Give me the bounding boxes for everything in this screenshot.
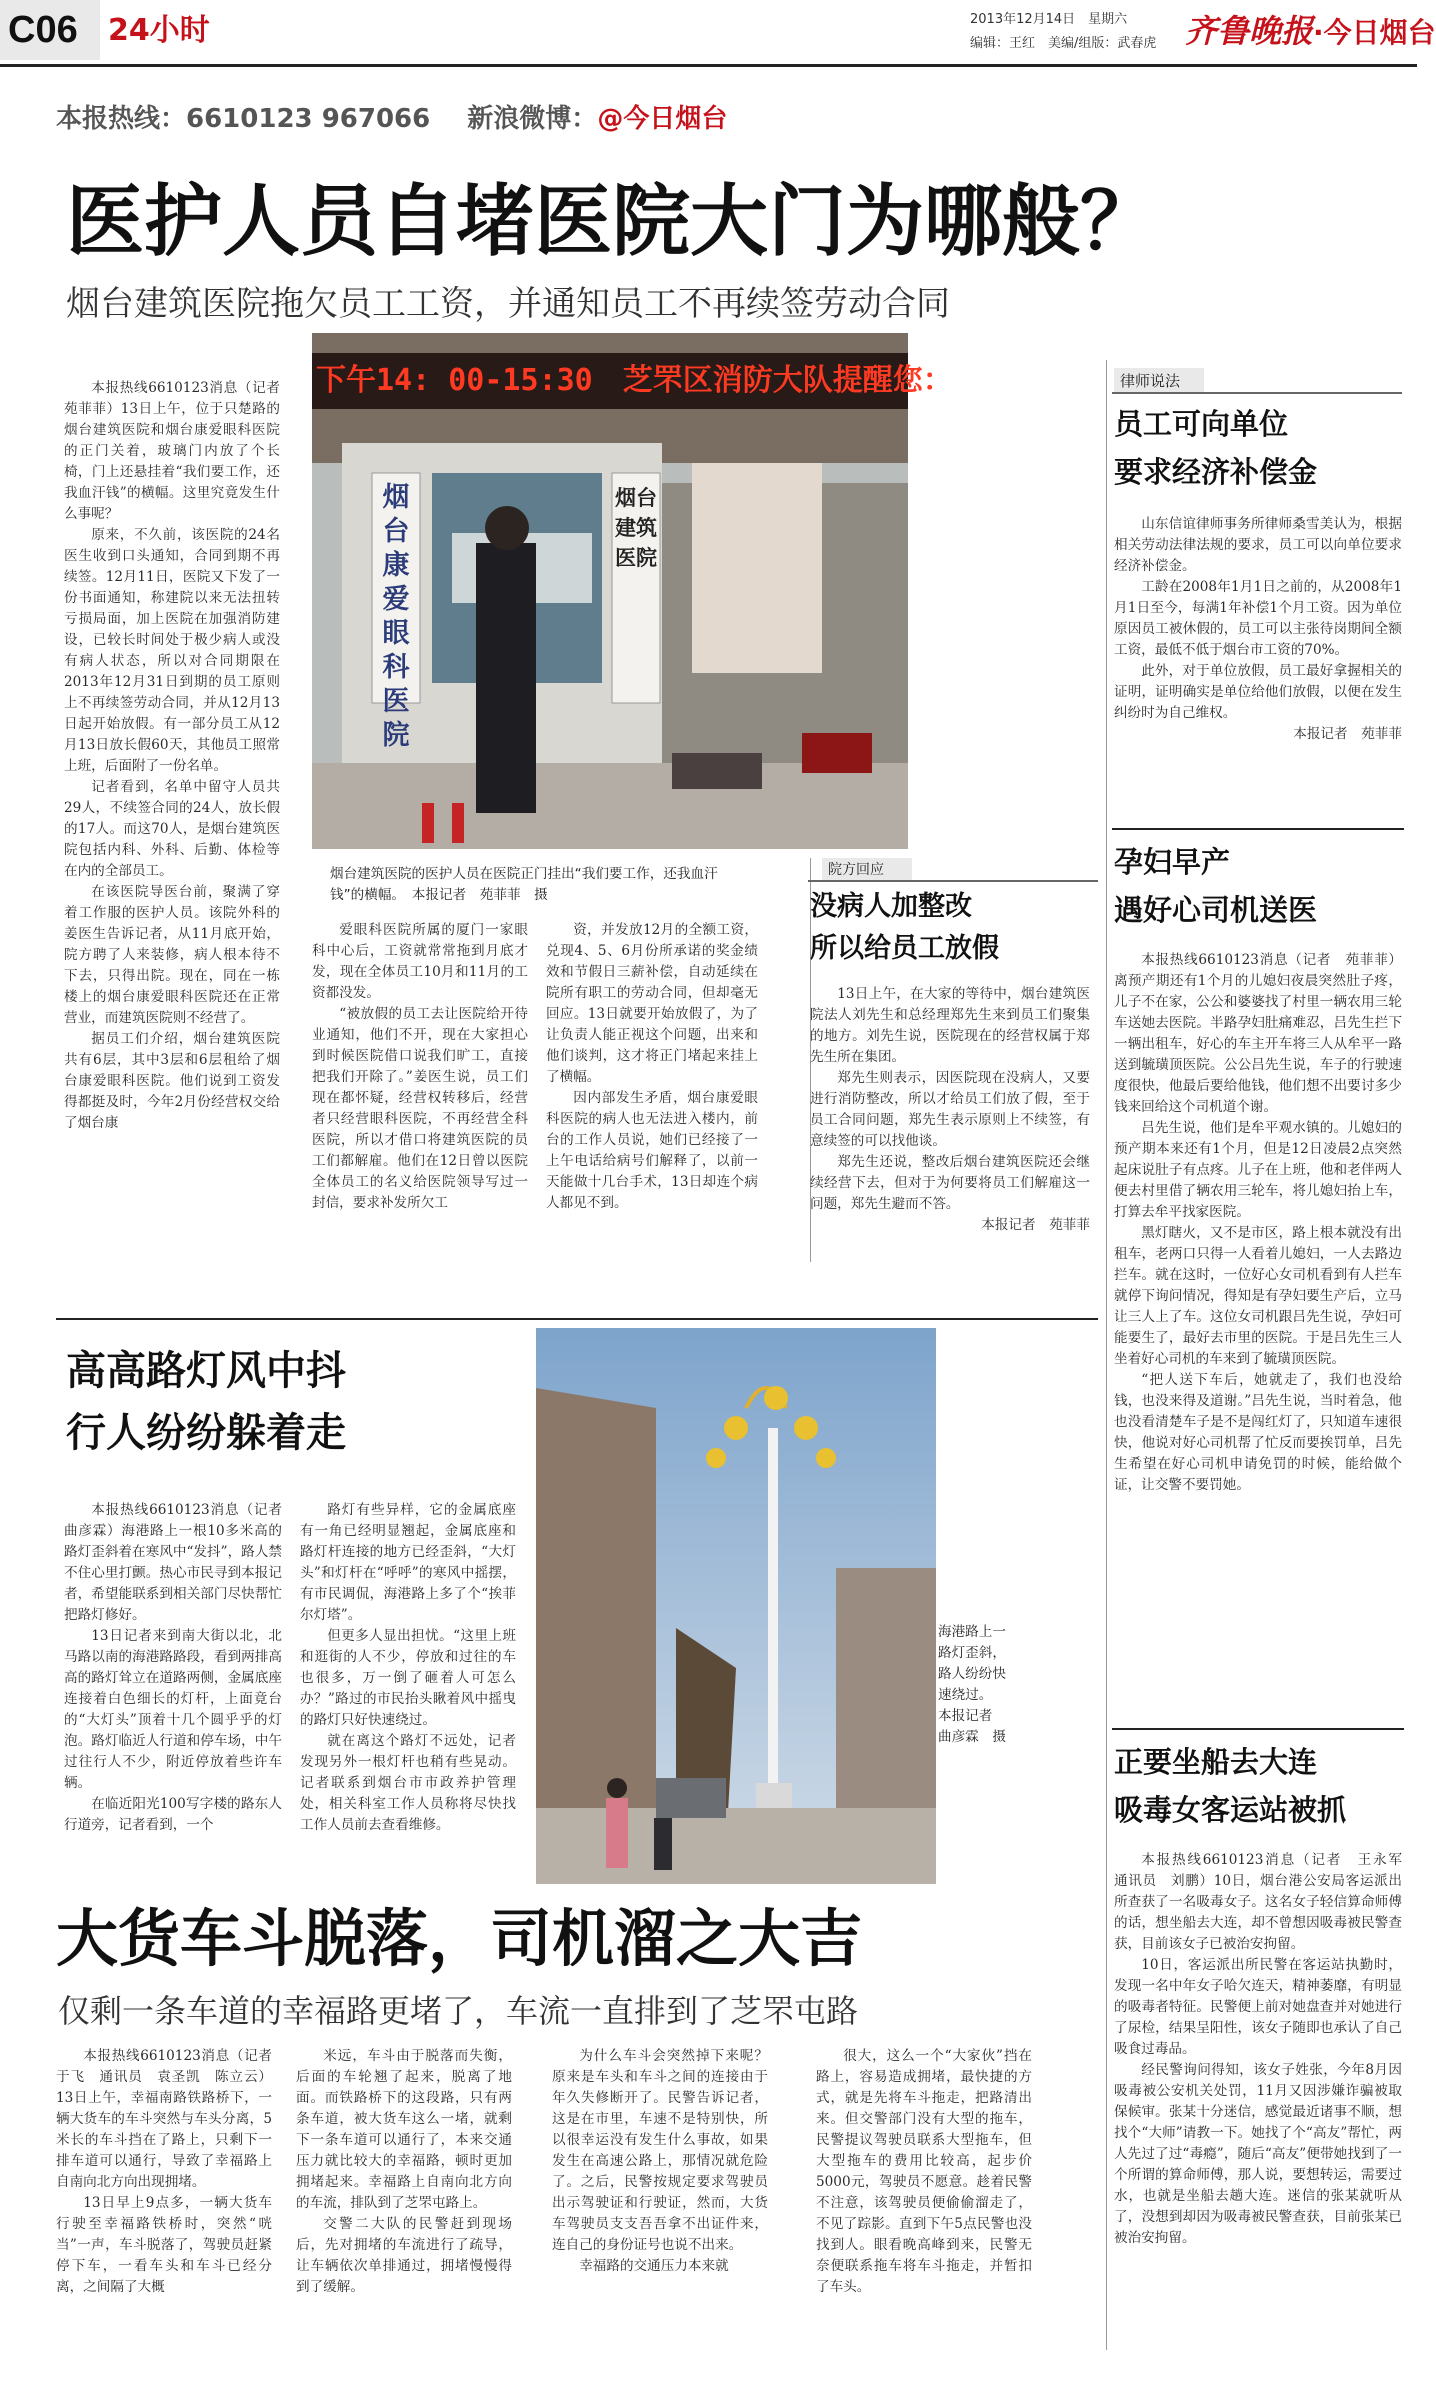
- reply-tag: 院方回应: [822, 858, 912, 882]
- paragraph: 本报热线6610123消息（记者 曲彦霖）海港路上一根10多米高的路灯歪斜着在寒风中“发抖”，路人禁不住心里打颤。热心市民寻到本报记者，希望能联系到相关部门尽快帮忙把路灯修好。: [64, 1502, 296, 1623]
- right-col-divider: [1106, 360, 1107, 2350]
- reply-body: [810, 984, 1090, 1274]
- reply-title: [810, 886, 1090, 976]
- pregnant-title-line1: 孕妇早产: [1114, 845, 1231, 879]
- story1-title: 医护人员自堵医院大门为哪般？: [66, 176, 1159, 267]
- weibo-handle: @今日烟台: [597, 104, 728, 134]
- lamp-rule: [56, 1318, 1098, 1320]
- paragraph: 本报热线6610123消息（记者 苑菲菲）13日上午，位于只楚路的烟台建筑医院和烟台康爱眼科医院的正门关着，玻璃门内放了个长椅，门上还悬挂着“我们要工作，还我血汗钱”的横幅。这里究竟发生什么事呢？: [64, 380, 294, 522]
- paragraph: 13日上午，在大家的等待中，烟台建筑医院法人刘先生和总经理郑先生来到员工们聚集的地方。刘先生说，医院现在的经营权属于郑先生所在集团。: [810, 986, 1090, 1065]
- drug-title-line2: 吸毒女客运站被抓: [1114, 1793, 1347, 1827]
- pregnant-body: [1114, 950, 1402, 1730]
- paragraph: 幸福路的交通压力本来就: [579, 2258, 729, 2274]
- section-label: 24小时: [108, 13, 210, 48]
- paragraph: 本报热线6610123消息（记者 王永军 通讯员 刘鹏）10日，烟台港公安局客运派出所查获了一名吸毒女子。这名女子轻信算命师傅的话，想坐船去大连，却不曾想因吸毒被民警查获，目前该女子已被治安拘留。: [1114, 1852, 1416, 1952]
- edition-name: 今日烟台: [1323, 16, 1436, 49]
- paper-name: 齐鲁晚报: [1185, 12, 1314, 50]
- paragraph: 就在离这个路灯不远处，记者发现另外一根灯杆也稍有些晃动。记者联系到烟台市市政养护管理处，相关科室工作人员称将尽快找工作人员前去查看维修。: [300, 1733, 516, 1833]
- paragraph: 爱眼科医院所属的厦门一家眼科中心后，工资就常常拖到月底才发，现在全体员工10月和11月的工资都没发。: [312, 922, 528, 1001]
- paragraph: 黑灯瞎火，又不是市区，路上根本就没有出租车，老两口只得一人看着儿媳妇，一人去路边拦车。就在这时，一位好心女司机看到有人拦车就停下询问情况，得知是有孕妇要生产后，立马让三人上了车。这位女司机跟吕先生说，孕妇可能要生了，最好去市里的医院。于是吕先生三人坐着好心司机的车来到了毓璜顶医院。: [1114, 1225, 1402, 1367]
- paragraph: 但更多人显出担忧。“这里上班和逛街的人不少，停放和过往的车也很多，万一倒了砸着人可怎么办？”路过的市民抬头瞅着风中摇曳的路灯只好快速绕过。: [300, 1628, 516, 1728]
- paragraph: 路灯有些异样，它的金属底座有一角已经明显翘起，金属底座和路灯杆连接的地方已经歪斜，“大灯头”和灯杆在“呼呼”的寒风中摇摆，有市民调侃，海港路上多了个“挨菲尔灯塔”。: [300, 1502, 516, 1623]
- paragraph: 10日，客运派出所民警在客运站执勤时，发现一名中年女子哈欠连天，精神萎靡，有明显的吸毒者特征。民警便上前对她盘查并对她进行了尿检，结果呈阳性，该女子随即也承认了自己吸食过毒品。: [1114, 1957, 1402, 2057]
- lamp-title-line2: 行人纷纷躲着走: [66, 1410, 346, 1456]
- led-sign-text: 下午14: 00-15:30 芝罘区消防大队提醒您：: [316, 363, 953, 398]
- paragraph: 很大，这么一个“大家伙”挡在路上，容易造成拥堵，最快捷的方式，就是先将车斗拖走，把路清出来。但交警部门没有大型的拖车，民警提议驾驶员联系大型拖车，但大型拖车的费用比较高，起步价5000元，驾驶员不愿意。趁着民警不注意，该驾驶员便偷偷溜走了，不见了踪影。直到下午5点民警也没找到人。眼看晚高峰到来，民警无奈便联系拖车将车斗拖走，并暂扣了车头。: [816, 2048, 1032, 2295]
- lamp-title-line1: 高高路灯风中抖: [66, 1348, 346, 1394]
- paragraph: 本报热线6610123消息（记者 苑菲菲）离预产期还有1个月的儿媳妇夜晨突然肚子疼，儿子不在家，公公和婆婆找了村里一辆农用三轮车送她去医院。半路孕妇肚痛难忍，吕先生拦下一辆出租车，好心的车主开车将三人从牟平一路送到毓璜顶医院。公公吕先生说，车子的行驶速度很快，他最后要给他钱，他们想不出要讨多少钱来回给这个司机道个谢。: [1114, 952, 1402, 1115]
- construction-hospital-sign: 烟台建筑医院: [615, 485, 657, 570]
- paragraph: 山东信谊律师事务所律师桑雪美认为，根据相关劳动法律法规的要求，员工可以向单位要求经济补偿金。: [1114, 516, 1402, 574]
- paragraph: 交警二大队的民警赶到现场后，先对拥堵的车流进行了疏导，让车辆依次单排通过，拥堵慢慢得到了缓解。: [296, 2216, 512, 2295]
- pregnant-rule: [1112, 828, 1404, 830]
- story1-subtitle: 烟台建筑医院拖欠员工工资，并通知员工不再续签劳动合同: [66, 284, 950, 324]
- story1-photo-caption: 烟台建筑医院的医护人员在医院正门挂出“我们要工作，还我血汗钱”的横幅。 本报记者 苑菲菲 摄: [330, 866, 718, 903]
- street-lamp-photo: [536, 1328, 936, 1884]
- paragraph: 记者看到，名单中留守人员共29人，不续签合同的24人，放长假的17人。而这70人，是烟台建筑医院包括内科、外科、后勤、体检等在内的全部员工。: [64, 779, 280, 879]
- reply-title-line2: 所以给员工放假: [810, 933, 999, 964]
- lawyer-title: [1114, 400, 1404, 500]
- pregnant-title: [1114, 838, 1404, 938]
- lamp-col1: [64, 1500, 296, 1890]
- story1-col2: [312, 920, 528, 1320]
- paragraph: 原来，不久前，该医院的24名医生收到口头通知，合同到期不再续签。12月11日，医院又下发了一份书面通知，称建院以来无法扭转亏损局面，加上医院在加强消防建设，已较长时间处于极少病人或没有病人状态，所以对合同期限在2013年12月31日到期的员工原则上不再续签劳动合同，并从12月13日起开始放假。有一部分员工从12月13日放长假60天，其他员工照常上班，后面附了一份名单。: [64, 527, 280, 774]
- paragraph: 在该医院导医台前，聚满了穿着工作服的医护人员。该院外科的姜医生告诉记者，从11月底开始，院方聘了人来装修，病人根本待不下去，只得出院。现在，同在一栋楼上的烟台康爱眼科医院还在正常营业，而建筑医院则不经营了。: [64, 884, 280, 1026]
- eye-hospital-sign: 烟台康爱眼科医院: [382, 482, 410, 751]
- paragraph: 米远，车斗由于脱落而失衡，后面的车轮翘了起来，脱离了地面。而铁路桥下的这段路，只有两条车道，被大货车这么一堵，就剩下一条车道可以通行了，本来交通压力就比较大的幸福路，顿时更加拥堵起来。幸福路上自南向北方向的车流，排队到了芝罘屯路上。: [296, 2048, 512, 2211]
- masthead: [0, 0, 1436, 68]
- lamp-col2: [300, 1500, 516, 1890]
- hotline-text: 本报热线：6610123 967066: [56, 104, 431, 134]
- paragraph: 为什么车斗会突然掉下来呢？原来是车头和车斗之间的连接由于年久失修断开了。民警告诉记者，这是在市里，车速不是特别快，所以很幸运没有发生什么事故，如果发生在高速公路上，那情况就危险了。之后，民警按规定要求驾驶员出示驾驶证和行驶证，然而，大货车驾驶员支支吾吾拿不出证件来，连自己的身份证号也说不出来。: [552, 2048, 768, 2253]
- weibo-label: 新浪微博：: [467, 104, 598, 134]
- truck-col2: [296, 2046, 512, 2371]
- paragraph: 在临近阳光100写字楼的路东人行道旁，记者看到，一个: [64, 1796, 282, 1833]
- paragraph: 郑先生则表示，因医院现在没病人，又要进行消防整改，所以才给员工们放了假，至于员工合同问题，郑先生表示原则上不续签，有意续签的可以找他谈。: [810, 1070, 1090, 1149]
- drug-body: [1114, 1850, 1416, 2362]
- paper-brand: 齐鲁晚报·今日烟台: [1185, 12, 1436, 50]
- date-line: 2013年12月14日 星期六: [970, 12, 1128, 27]
- story1-col3: [546, 920, 758, 1320]
- editors-line: 编辑：王红 美编/组版：武春虎: [970, 36, 1157, 51]
- lawyer-body: [1114, 514, 1402, 814]
- truck-col4: [816, 2046, 1032, 2371]
- paragraph: 经民警询问得知，该女子姓张，今年8月因吸毒被公安机关处罚，11月又因涉嫌诈骗被取保候审。张某十分迷信，感觉最近诸事不顺，想找个“大师”请教一下。她找了个“高友”帮忙，两人先过了过“毒瘾”，随后“高友”便带她找到了一个所谓的算命师傅，那人说，要想转运，需要过水，也就是坐船去趟大连。迷信的张某就听从了，没想到却因为吸毒被民警查获，目前张某已被治安拘留。: [1114, 2062, 1402, 2246]
- paragraph: 资，并发放12月的全额工资，兑现4、5、6月份所承诺的奖金绩效和节假日三薪补偿，自动延续在院所有职工的劳动合同，但却毫无回应。13日就要开始放假了，为了让负责人能正视这个问题，出来和他们谈判，这才将正门堵起来挂上了横幅。: [546, 922, 758, 1085]
- lawyer-tag-rule: [1112, 392, 1402, 394]
- lamp-title: [66, 1340, 566, 1470]
- paragraph: “被放假的员工去让医院给开待业通知，他们不开，现在大家担心到时候医院借口说我们旷工，直接把我们开除了。”姜医生说，员工们现在都怀疑，经营权转移后，经营者只经营眼科医院，不再经营全科医院，所以才借口将建筑医院的员工们都解雇。他们在12日曾以医院全体员工的名义给医院领导写过一封信，要求补发所欠工: [312, 1006, 528, 1211]
- hotline-bar: [56, 98, 1056, 140]
- drug-rule: [1112, 1728, 1404, 1730]
- drug-title: [1114, 1738, 1404, 1838]
- paragraph: 此外，对于单位放假，员工最好拿握相关的证明，证明确实是单位给他们放假，以便在发生纠纷时为自己维权。: [1114, 663, 1402, 721]
- truck-col1: [56, 2046, 286, 2371]
- lawyer-title-line1: 员工可向单位: [1114, 407, 1289, 441]
- page-code: C06: [8, 9, 78, 51]
- truck-col3: [552, 2046, 768, 2371]
- lawyer-tag: 律师说法: [1114, 368, 1204, 394]
- drug-title-line1: 正要坐船去大连: [1114, 1745, 1318, 1779]
- reply-byline: 本报记者 苑菲菲: [981, 1217, 1090, 1233]
- paragraph: 因内部发生矛盾，烟台康爱眼科医院的病人也无法进入楼内，前台的工作人员说，她们已经接了一上午电话给病号们解释了，以前一天能做十几台手术，13日却连个病人都见不到。: [546, 1090, 758, 1211]
- lamp-photo-caption: 海港路上一路灯歪斜，路人纷纷快速绕过。 本报记者 曲彦霖 摄: [938, 1624, 1006, 1745]
- masthead-rule: [0, 64, 1417, 67]
- lawyer-title-line2: 要求经济补偿金: [1114, 455, 1318, 489]
- hospital-photo: [312, 333, 953, 849]
- paragraph: 本报热线6610123消息（记者 于飞 通讯员 袁圣凯 陈立云）13日上午，幸福南路铁路桥下，一辆大货车的车斗突然与车头分离，5米长的车斗挡在了路上，只剩下一排车道可以通行，导致了幸福路上自南向北方向出现拥堵。: [56, 2048, 286, 2190]
- paragraph: 13日早上9点多，一辆大货车行驶至幸福路铁桥时，突然“咣当”一声，车斗脱落了，驾驶员赶紧停下车，一看车头和车斗已经分离，之间隔了大概: [56, 2195, 272, 2295]
- paragraph: 吕先生说，他们是牟平观水镇的。儿媳妇的预产期本来还有1个月，但是12日凌晨2点突然起床说肚子有点疼。儿子在上班，他和老伴两人便去村里借了辆农用三轮车，将儿媳妇抬上车，打算去牟平找家医院。: [1114, 1120, 1402, 1220]
- paragraph: 13日记者来到南大街以北，北马路以南的海港路路段，看到两排高高的路灯耸立在道路两侧，金属底座连接着白色细长的灯杆，上面竟台的“大灯头”顶着十几个圆乎乎的灯泡。路灯临近人行道和停车场，中午过往行人不少，附近停放着些许车辆。: [64, 1628, 282, 1791]
- paragraph: 工龄在2008年1月1日之前的，从2008年1月1日至今，每满1年补偿1个月工资。因为单位原因员工被休假的，员工可以主张待岗期间全额工资，最低不低于烟台市工资的70%。: [1114, 579, 1402, 658]
- reply-tag-rule: [808, 880, 1098, 882]
- truck-subtitle: 仅剩一条车道的幸福路更堵了，车流一直排到了芝罘屯路: [58, 1992, 859, 2030]
- pregnant-title-line2: 遇好心司机送医: [1114, 893, 1318, 927]
- paragraph: “把人送下车后，她就走了，我们也没给钱，也没来得及道谢。”吕先生说，当时着急，他也没看清楚车子是不是闯红灯了，只知道车速很快，他说对好心司机帮了忙反而要挨罚单，吕先生希望在好心司机申请免罚的时候，能给做个证，让交警不要罚她。: [1114, 1372, 1402, 1493]
- lawyer-byline: 本报记者 苑菲菲: [1293, 726, 1402, 742]
- paragraph: 据员工们介绍，烟台建筑医院共有6层，其中3层和6层租给了烟台康爱眼科医院。他们说到工资发得都挺及时，今年2月份经营权交给了烟台康: [64, 1031, 280, 1131]
- paragraph: 郑先生还说，整改后烟台建筑医院还会继续经营下去，但对于为何要将员工们解雇这一问题，郑先生避而不答。: [810, 1154, 1090, 1212]
- reply-title-line1: 没病人加整改: [810, 891, 972, 922]
- truck-title: 大货车斗脱落，司机溜之大吉: [56, 1902, 863, 1975]
